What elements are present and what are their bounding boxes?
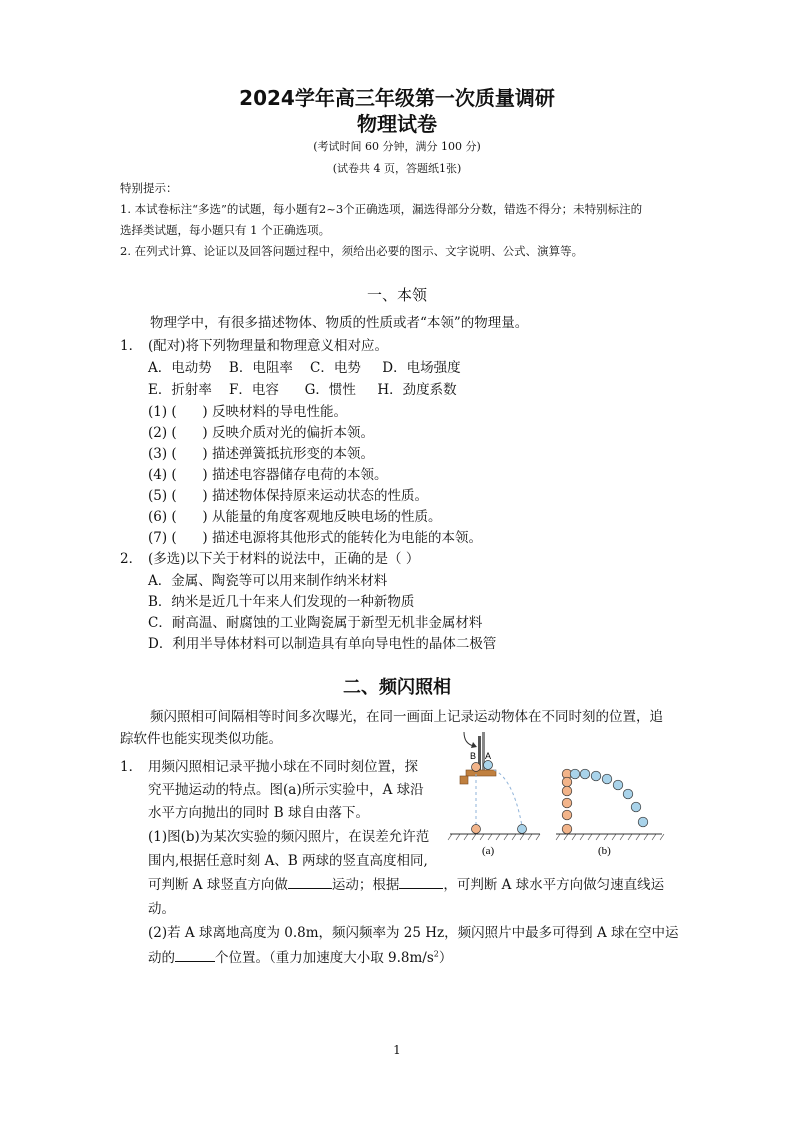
s1-q2-option: D．利用半导体材料可以制造具有单向导电性的晶体二极管 xyxy=(148,636,497,652)
section1-heading: 一、本领 xyxy=(366,286,427,304)
s2-q1-l9-text-b: 个位置。（重力加速度大小取 9.8m/s xyxy=(215,950,434,966)
exam-subject: 物理试卷 xyxy=(357,112,437,136)
ball-a-label: A xyxy=(485,751,492,761)
figure-a-apparatus xyxy=(448,732,540,840)
s1-q1-item: (5) ( ) 描述物体保持原来运动状态的性质。 xyxy=(148,488,428,504)
answer-blank[interactable] xyxy=(288,876,332,889)
strobe-ball-a xyxy=(623,789,633,799)
ball-b-start xyxy=(472,763,481,772)
s1-q1-item: (4) ( ) 描述电容器储存电荷的本领。 xyxy=(148,467,388,483)
s1-q2-option: A．金属、陶瓷等可以用来制作纳米材料 xyxy=(148,573,388,589)
figure-b-strobe xyxy=(556,834,664,840)
strobe-ball-a xyxy=(631,802,641,812)
s2-q1-l6-text-a: 可判断 A 球竖直方向做 xyxy=(148,877,288,893)
s2-q1-line9 xyxy=(148,946,452,966)
s1-q1-item: (6) ( ) 从能量的角度客观地反映电场的性质。 xyxy=(148,509,442,525)
s2-q1-number: 1． xyxy=(120,759,143,775)
strobe-ball-b xyxy=(562,786,572,796)
notes-heading: 特别提示： xyxy=(120,181,178,195)
s2-q1-line7: 动。 xyxy=(148,901,175,917)
s2-q1-l9-sup: 2 xyxy=(433,949,439,959)
section2-intro-b: 踪软件也能实现类似功能。 xyxy=(120,731,282,747)
exam-title: 2024学年高三年级第一次质量调研 xyxy=(239,86,555,110)
exam-time-info: (考试时间 60 分钟，满分 100 分) xyxy=(313,140,481,153)
note-1a: 1. 本试卷标注“多选”的试题，每小题有2~3个正确选项，漏选得部分分数，错选不得分；未特别标注的 xyxy=(120,202,643,216)
strobe-ball-b xyxy=(562,824,572,834)
s1-q2-option: C．耐高温、耐腐蚀的工业陶瓷属于新型无机非金属材料 xyxy=(148,615,483,631)
s1-q1-item: (2) ( ) 反映介质对光的偏折本领。 xyxy=(148,425,374,441)
figure-b-label: (b) xyxy=(598,845,611,857)
s2-q1-line: 究平抛运动的特点。图(a)所示实验中，A 球沿 xyxy=(148,782,424,798)
strobe-ball-a xyxy=(591,771,601,781)
ball-a-start xyxy=(484,761,493,770)
note-1b: 选择类试题，每小题只有 1 个正确选项。 xyxy=(120,223,331,237)
section2-intro-a: 频闪照相可间隔相等时间多次曝光，在同一画面上记录运动物体在不同时刻的位置，追 xyxy=(150,709,663,725)
s2-q1-l9-text-a: 动的 xyxy=(148,950,175,966)
s1-q2-option: B．纳米是近几十年来人们发现的一种新物质 xyxy=(148,594,415,610)
s2-q1-l6-text-b: 运动；根据 xyxy=(331,877,400,893)
s2-q1-line6 xyxy=(148,873,664,893)
s1-q1-item: (3) ( ) 描述弹簧抵抗形变的本领。 xyxy=(148,446,374,462)
answer-blank[interactable] xyxy=(399,876,443,889)
s1-q2-number: 2． xyxy=(120,551,143,567)
figure-a-label: (a) xyxy=(482,845,495,857)
s2-q1-line: (1)图(b)为某次实验的频闪照片，在误差允许范 xyxy=(148,829,430,845)
answer-blank[interactable] xyxy=(175,949,215,962)
s2-q1-l6-text-c: ，可判断 A 球水平方向做匀速直线运 xyxy=(443,877,665,893)
strobe-ball-b xyxy=(562,798,572,808)
s2-q1-line: 水平方向抛出的同时 B 球自由落下。 xyxy=(148,805,370,821)
s2-q1-l9-text-c: ） xyxy=(438,950,453,966)
projectile-figure xyxy=(440,722,680,862)
strobe-ball-a xyxy=(613,780,623,790)
strobe-ball-a xyxy=(580,769,590,779)
s2-q1-line8: (2)若 A 球离地高度为 0.8m，频闪频率为 25 Hz，频闪照片中最多可得到 A 球在空中运 xyxy=(148,925,679,941)
strobe-ball-a xyxy=(638,817,648,827)
strobe-ball-a xyxy=(602,774,612,784)
s2-q1-line: 围内,根据任意时刻 A、B 两球的竖直高度相同, xyxy=(148,853,428,869)
ball-a-end xyxy=(518,825,527,834)
page-number: 1 xyxy=(393,1043,401,1057)
paper-info: (试卷共 4 页，答题纸1张) xyxy=(332,162,462,175)
note-2: 2. 在列式计算、论证以及回答问题过程中，须给出必要的图示、文字说明、公式、演算等。 xyxy=(120,244,584,258)
s1-q1-options-row1: A．电动势 B．电阻率 C．电势 D．电场强度 xyxy=(148,360,461,376)
section2-heading: 二、频闪照相 xyxy=(343,677,451,698)
ball-b-end xyxy=(472,825,481,834)
s1-q2-stem: (多选)以下关于材料的说法中，正确的是（ ） xyxy=(148,551,420,567)
s1-q1-item: (1) ( ) 反映材料的导电性能。 xyxy=(148,404,347,420)
section1-intro: 物理学中，有很多描述物体、物质的性质或者“本领”的物理量。 xyxy=(150,315,529,331)
s1-q1-item: (7) ( ) 描述电源将其他形式的能转化为电能的本领。 xyxy=(148,530,482,546)
s2-q1-line: 用频闪照相记录平抛小球在不同时刻位置，探 xyxy=(148,759,418,775)
strobe-ball-b xyxy=(562,777,572,787)
strobe-ball-a xyxy=(570,769,580,779)
strobe-ball-b xyxy=(562,810,572,820)
s1-q1-number: 1． xyxy=(120,338,143,354)
s1-q1-stem: (配对)将下列物理量和物理意义相对应。 xyxy=(148,338,389,354)
s1-q1-options-row2: E．折射率 F．电容 G．惯性 H．劲度系数 xyxy=(148,382,457,398)
ball-b-label: B xyxy=(470,751,477,761)
